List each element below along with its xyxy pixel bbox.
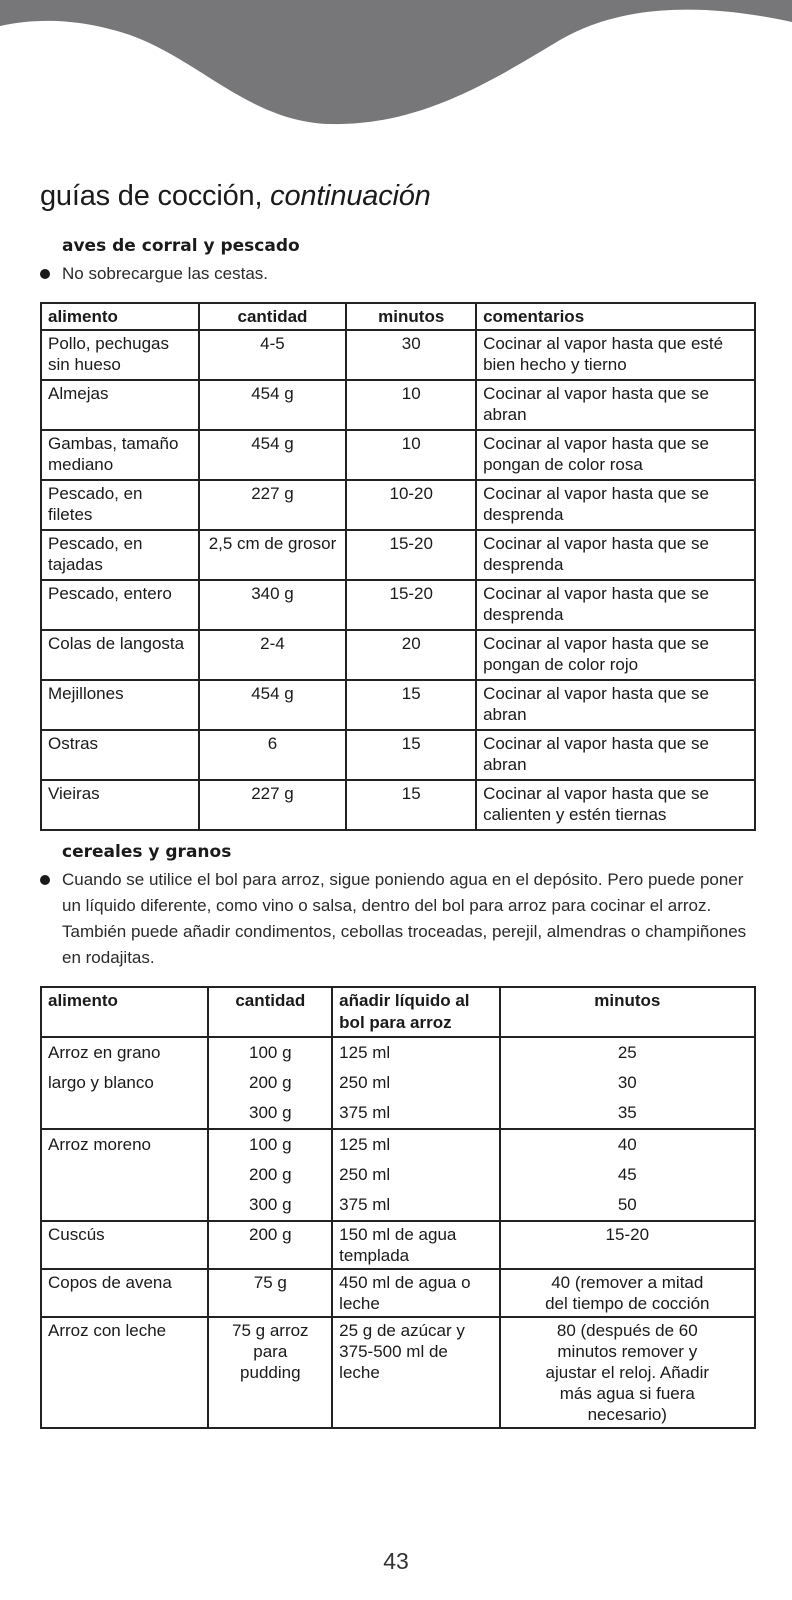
table-cell: Copos de avena xyxy=(41,1269,208,1317)
table-cell: 250 ml xyxy=(332,1160,499,1190)
table-row xyxy=(41,1098,755,1129)
table-cell: 15 xyxy=(346,730,476,780)
table-cell: 15 xyxy=(346,780,476,830)
table-row xyxy=(41,380,755,430)
table-cell: Mejillones xyxy=(41,680,199,730)
table-cell: 75 g arroz para pudding xyxy=(208,1317,332,1428)
table-cell: 2,5 cm de grosor xyxy=(199,530,347,580)
table-row xyxy=(41,1269,755,1317)
table-cell: Cocinar al vapor hasta que se desprenda xyxy=(476,580,755,630)
table-cell: 15-20 xyxy=(346,530,476,580)
table-row xyxy=(41,730,755,780)
table-cell: Cocinar al vapor hasta que se pongan de color rosa xyxy=(476,430,755,480)
table-cell: 10 xyxy=(346,430,476,480)
table-cell: 15-20 xyxy=(346,580,476,630)
table-cell: 40 xyxy=(500,1129,755,1160)
table-cell: Pescado, en tajadas xyxy=(41,530,199,580)
table-cell: Cocinar al vapor hasta que se desprenda xyxy=(476,480,755,530)
table-cell: Gambas, tamaño mediano xyxy=(41,430,199,480)
poultry-fish-table xyxy=(40,302,756,831)
table-cell: 10 xyxy=(346,380,476,430)
table-cell: 50 xyxy=(500,1190,755,1221)
table-cell: Cocinar al vapor hasta que se calienten y estén tiernas xyxy=(476,780,755,830)
table-cell: 20 xyxy=(346,630,476,680)
table-cell: Cocinar al vapor hasta que esté bien hecho y tierno xyxy=(476,330,755,380)
table-cell: 15 xyxy=(346,680,476,730)
bullet-dot-icon xyxy=(40,269,50,279)
table-cell: 45 xyxy=(500,1160,755,1190)
table-cell: 15-20 xyxy=(500,1221,755,1269)
table-cell: 250 ml xyxy=(332,1068,499,1098)
table-header: cantidad xyxy=(199,303,347,330)
table-cell: Cocinar al vapor hasta que se abran xyxy=(476,680,755,730)
bullet-note-poultry: No sobrecargue las cestas. xyxy=(40,261,756,287)
table-cell: 100 g xyxy=(208,1129,332,1160)
table-cell xyxy=(41,1160,208,1190)
table-cell: Cocinar al vapor hasta que se desprenda xyxy=(476,530,755,580)
table-cell: 2-4 xyxy=(199,630,347,680)
table-row xyxy=(41,1129,755,1160)
table-cell: Arroz con leche xyxy=(41,1317,208,1428)
table-cell: 375 ml xyxy=(332,1190,499,1221)
table-cell: 80 (después de 60 minutos remover y ajustar el reloj. Añadir más agua si fuera necesario) xyxy=(500,1317,755,1428)
table-cell: 454 g xyxy=(199,680,347,730)
table-cell: Colas de langosta xyxy=(41,630,199,680)
table-row xyxy=(41,480,755,530)
table-cell: Pescado, entero xyxy=(41,580,199,630)
table-cell: Cocinar al vapor hasta que se abran xyxy=(476,730,755,780)
table-header: alimento xyxy=(41,987,208,1037)
table-cell: Arroz en grano xyxy=(41,1037,208,1068)
table-cell: Ostras xyxy=(41,730,199,780)
table-cell: 340 g xyxy=(199,580,347,630)
table-header: minutos xyxy=(500,987,755,1037)
table-cell: 125 ml xyxy=(332,1129,499,1160)
table-cell: 25 xyxy=(500,1037,755,1068)
table-cell: Pollo, pechugas sin hueso xyxy=(41,330,199,380)
table-cell: 75 g xyxy=(208,1269,332,1317)
table-cell xyxy=(41,1098,208,1129)
table-cell: Vieiras xyxy=(41,780,199,830)
table-cell: 200 g xyxy=(208,1160,332,1190)
page-title: guías de cocción, continuación xyxy=(40,180,431,212)
table-cell: 300 g xyxy=(208,1098,332,1129)
table-cell: 227 g xyxy=(199,780,347,830)
table-cell: 125 ml xyxy=(332,1037,499,1068)
table-row xyxy=(41,780,755,830)
table-row xyxy=(41,530,755,580)
table-cell: 10-20 xyxy=(346,480,476,530)
table-cell: 454 g xyxy=(199,430,347,480)
bullet-note-cereals: Cuando se utilice el bol para arroz, sigue poniendo agua en el depósito. Pero puede poner un líquido diferente, como vino o salsa, dentro del bol para arroz para cocinar el arroz. También puede añadir condimentos, cebollas troceadas, perejil, almendras o champiñones en rodajitas. xyxy=(40,867,756,971)
table-row xyxy=(41,1190,755,1221)
table-header: comentarios xyxy=(476,303,755,330)
section-heading-cereals-grains: cereales y granos xyxy=(62,842,232,862)
table-row xyxy=(41,430,755,480)
table-row xyxy=(41,330,755,380)
table-cell: 150 ml de agua templada xyxy=(332,1221,499,1269)
page-number: 43 xyxy=(383,1548,409,1574)
table-header: cantidad xyxy=(208,987,332,1037)
table-row xyxy=(41,1160,755,1190)
table-cell: 454 g xyxy=(199,380,347,430)
table-cell: 300 g xyxy=(208,1190,332,1221)
table-cell: 227 g xyxy=(199,480,347,530)
section-heading-poultry-fish: aves de corral y pescado xyxy=(62,236,300,256)
header-wave-decoration xyxy=(0,0,792,130)
table-header: minutos xyxy=(346,303,476,330)
table-header: alimento xyxy=(41,303,199,330)
table-cell: 4-5 xyxy=(199,330,347,380)
bullet-dot-icon xyxy=(40,875,50,885)
table-row xyxy=(41,1068,755,1098)
table-row xyxy=(41,680,755,730)
table-cell: Pescado, en filetes xyxy=(41,480,199,530)
table-cell: 100 g xyxy=(208,1037,332,1068)
table-cell: Cuscús xyxy=(41,1221,208,1269)
table-cell: Arroz moreno xyxy=(41,1129,208,1160)
table-header: añadir líquido al bol para arroz xyxy=(332,987,499,1037)
cereals-grains-table xyxy=(40,986,756,1429)
table-row xyxy=(41,1221,755,1269)
table-cell: 40 (remover a mitad del tiempo de cocción xyxy=(500,1269,755,1317)
table-cell: 450 ml de agua o leche xyxy=(332,1269,499,1317)
table-cell: 6 xyxy=(199,730,347,780)
table-cell: Cocinar al vapor hasta que se pongan de color rojo xyxy=(476,630,755,680)
table-cell: 200 g xyxy=(208,1068,332,1098)
table-cell: largo y blanco xyxy=(41,1068,208,1098)
table-row xyxy=(41,630,755,680)
table-cell xyxy=(41,1190,208,1221)
table-row xyxy=(41,580,755,630)
table-cell: Cocinar al vapor hasta que se abran xyxy=(476,380,755,430)
table-cell: 35 xyxy=(500,1098,755,1129)
table-cell: Almejas xyxy=(41,380,199,430)
table-cell: 200 g xyxy=(208,1221,332,1269)
table-cell: 375 ml xyxy=(332,1098,499,1129)
table-cell: 30 xyxy=(500,1068,755,1098)
table-row xyxy=(41,1037,755,1068)
table-cell: 30 xyxy=(346,330,476,380)
table-row xyxy=(41,1317,755,1428)
table-cell: 25 g de azúcar y 375-500 ml de leche xyxy=(332,1317,499,1428)
